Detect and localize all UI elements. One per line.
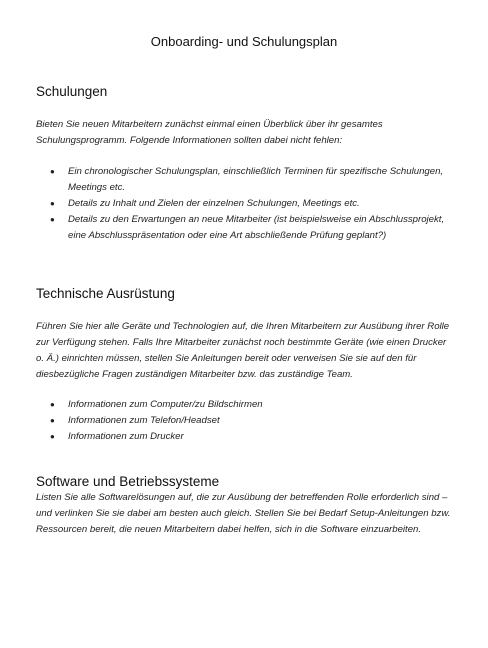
- list-item: [36, 429, 456, 445]
- section-heading-technische-ausruestung: Technische Ausrüstung: [36, 286, 175, 301]
- section-heading-schulungen: Schulungen: [36, 84, 108, 99]
- section-intro-software: Listen Sie alle Softwarelösungen auf, die zur Ausübung der betreffenden Rolle erforderlich sind – und verlinken Sie sie dabei am besten auch gleich. Stellen Sie bei Bedarf Setup-Anleitungen bzw. Ressourcen bereit, die neuen Mitarbeitern dabei helfen, sich in die Software einzuarbeiten.: [36, 492, 451, 535]
- section-intro-schulungen: Bieten Sie neuen Mitarbeitern zunächst einmal einen Überblick über ihr gesamtes Schulungsprogramm. Folgende Informationen sollten dabei nicht fehlen:: [36, 119, 383, 146]
- section-heading-software: Software und Betriebssysteme: [36, 474, 220, 489]
- list-item-text: Informationen zum Drucker: [68, 431, 184, 442]
- bullet-list-technische-ausruestung: [36, 397, 456, 445]
- list-item-text: Details zu den Erwartungen an neue Mitarbeiter (ist beispielsweise ein Abschlussprojekt, eine Abschlusspräsentation oder eine Art abschließende Prüfung geplant?): [68, 214, 445, 241]
- list-item: [36, 413, 456, 429]
- list-item-text: Informationen zum Telefon/Headset: [68, 415, 220, 426]
- bullet-icon: ●: [50, 199, 55, 208]
- list-item: [36, 196, 456, 212]
- list-item-text: Ein chronologischer Schulungsplan, einschließlich Terminen für spezifische Schulungen, Meetings etc.: [68, 166, 444, 193]
- section-intro-technische-ausruestung: Führen Sie hier alle Geräte und Technologien auf, die Ihren Mitarbeitern zur Ausübung ihrer Rolle zur Verfügung stehen. Falls Ihre Mitarbeiter zunächst noch bestimmte Geräte (wie einen Drucker o. Ä.) einrichten müssen, stellen Sie Anleitungen bereit oder verweisen Sie sie auf den für diesbezügliche Fragen zuständigen Mitarbeiter bzw. das zuständige Team.: [36, 321, 450, 380]
- list-item: [36, 212, 456, 244]
- list-item: [36, 397, 456, 413]
- list-item: [36, 164, 456, 196]
- list-item-text: Informationen zum Computer/zu Bildschirmen: [68, 399, 263, 410]
- bullet-icon: ●: [50, 400, 55, 409]
- bullet-list-schulungen: [36, 164, 456, 244]
- list-item-text: Details zu Inhalt und Zielen der einzelnen Schulungen, Meetings etc.: [68, 198, 360, 209]
- bullet-icon: ●: [50, 432, 55, 441]
- bullet-icon: ●: [50, 416, 55, 425]
- bullet-icon: ●: [50, 215, 55, 224]
- bullet-icon: ●: [50, 167, 55, 176]
- document-title: Onboarding- und Schulungsplan: [150, 34, 338, 49]
